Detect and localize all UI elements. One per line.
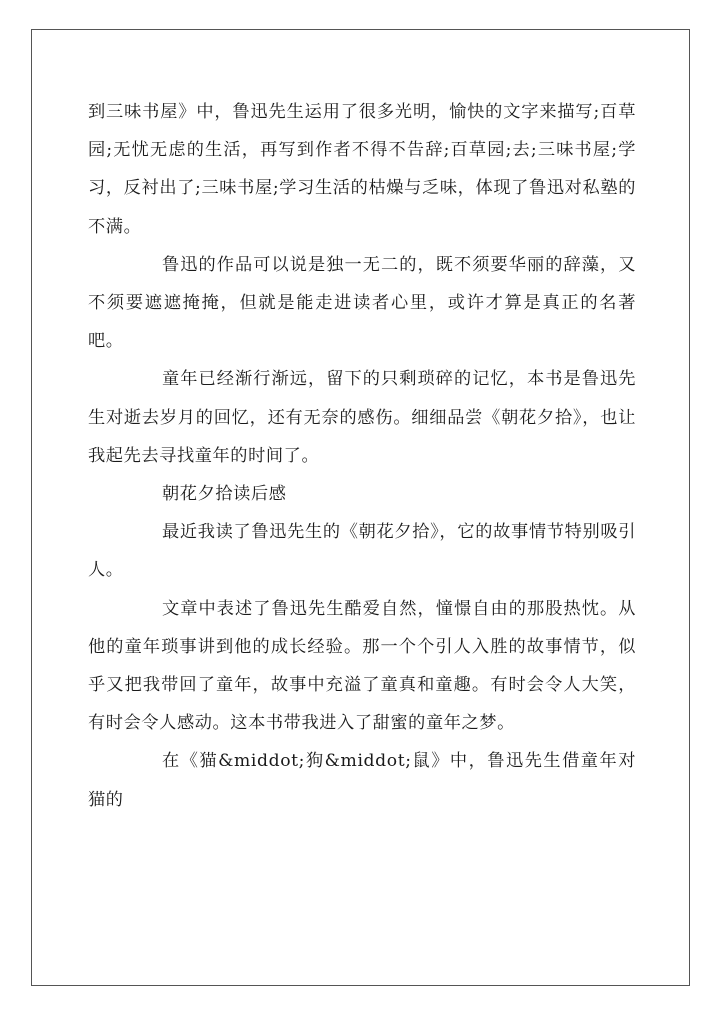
paragraph-2: 鲁迅的作品可以说是独一无二的，既不须要华丽的辞藻，又不须要遮遮掩掩，但就是能走进读者心里，或许才算是真正的名著吧。	[88, 254, 636, 352]
paragraph-5: 最近我读了鲁迅先生的《朝花夕拾》，它的故事情节特别吸引人。	[88, 522, 636, 581]
paragraph-1: 到三味书屋》中，鲁迅先生运用了很多光明，愉快的文字来描写;百草园;无忧无虑的生活，再写到作者不得不告辞;百草园;去;三味书屋;学习，反衬出了;三味书屋;学习生活的枯燥与乏味，体现了鲁迅对私塾的不满。	[88, 102, 636, 237]
section-title: 朝花夕拾读后感	[162, 484, 287, 505]
paragraph-3: 童年已经渐行渐远，留下的只剩琐碎的记忆，本书是鲁迅先生对逝去岁月的回忆，还有无奈的感伤。细细品尝《朝花夕拾》，也让我起先去寻找童年的时间了。	[88, 369, 636, 466]
paragraph-6: 文章中表述了鲁迅先生酷爱自然，憧憬自由的那股热忱。从他的童年琐事讲到他的成长经验。那一个个引人入胜的故事情节，似乎又把我带回了童年，故事中充溢了童真和童趣。有时会令人大笑，有时会令人感动。这本书带我进入了甜蜜的童年之梦。	[88, 598, 636, 734]
document-body	[88, 93, 636, 819]
paragraph-7: 在《猫&middot;狗&middot;鼠》中，鲁迅先生借童年对猫的	[88, 751, 636, 810]
